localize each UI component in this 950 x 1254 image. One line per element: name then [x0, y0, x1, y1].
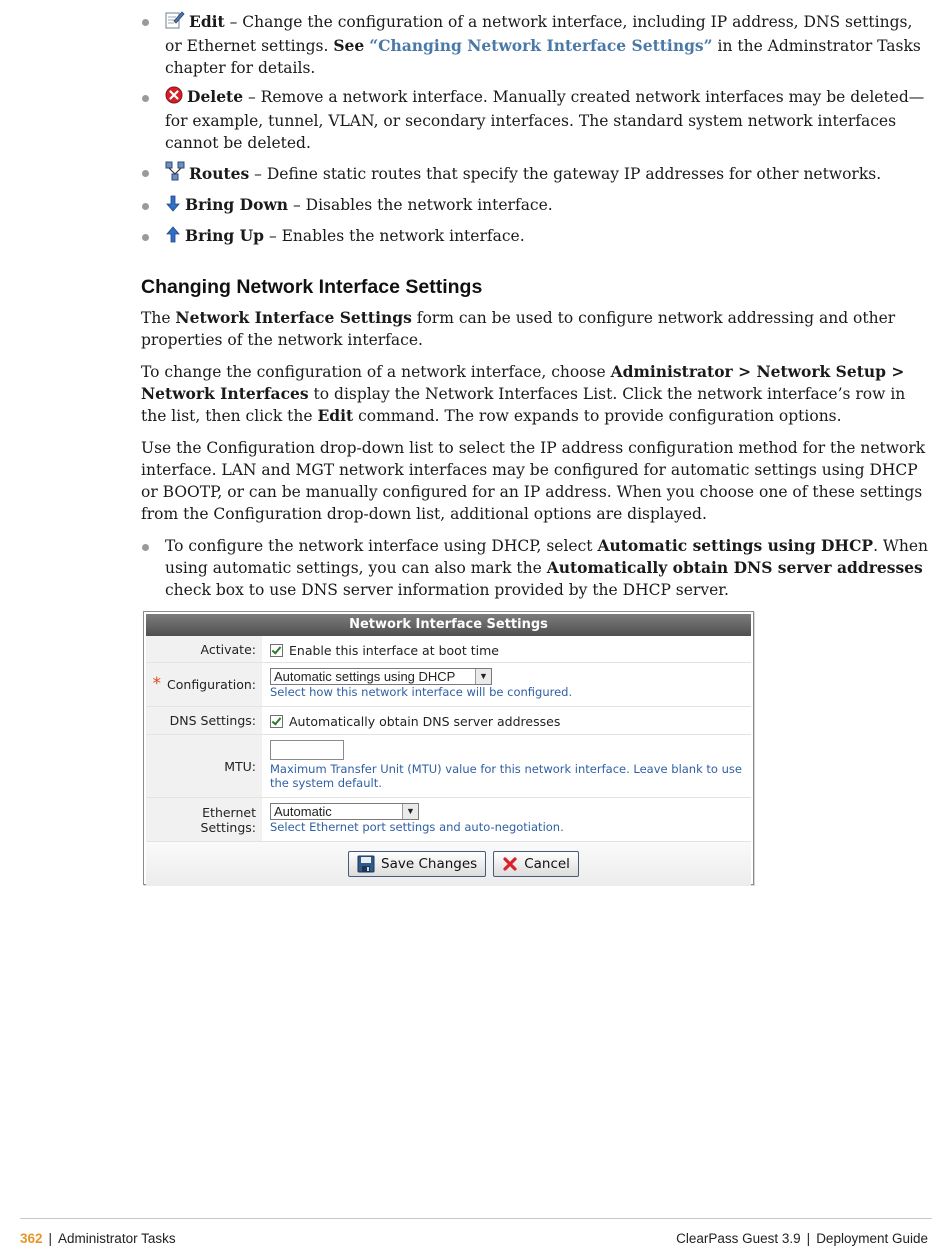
routes-icon — [165, 161, 185, 187]
paragraph-1 — [141, 307, 931, 351]
delete-text: – Remove a network interface. Manually created network interfaces may be deleted—for example, tunnel, VLAN, or secondary interfaces. The standard system network interfaces cannot be deleted. — [165, 88, 925, 152]
arrow-up-icon — [165, 226, 181, 249]
routes-text: – Define static routes that specify the gateway IP addresses for other networks. — [249, 165, 882, 183]
bullet-post: check box to use DNS server information provided by the DHCP server. — [165, 581, 729, 599]
p2-pre: To change the configuration of a network interface, choose — [141, 363, 611, 381]
bring-down-text: – Disables the network interface. — [288, 196, 553, 214]
mtu-label: MTU: — [146, 735, 262, 797]
xref-link[interactable]: “Changing Network Interface Settings” — [369, 36, 713, 55]
dns-checkbox[interactable] — [270, 715, 283, 728]
p1-pre: The — [141, 309, 176, 327]
chevron-down-icon: ▼ — [475, 669, 491, 684]
form-title: Network Interface Settings — [146, 614, 751, 636]
save-icon — [357, 855, 375, 873]
p2-edit: Edit — [317, 406, 354, 425]
activate-checkbox[interactable] — [270, 644, 283, 657]
button-bar — [146, 842, 751, 886]
ethernet-label-line2: Settings: — [200, 819, 256, 835]
mtu-input[interactable] — [270, 740, 344, 760]
list-item-routes — [141, 161, 931, 187]
arrow-down-icon — [165, 195, 181, 218]
paragraph-2 — [141, 361, 931, 427]
section-heading: Changing Network Interface Settings — [141, 276, 483, 298]
p1-post: form can be used to configure network addressing and other properties of the network interface. — [141, 309, 896, 349]
cancel-label: Cancel — [524, 855, 570, 872]
footer-left — [20, 1228, 176, 1250]
page-number: 362 — [20, 1231, 43, 1246]
list-item-bring-down — [141, 194, 931, 218]
configuration-select[interactable] — [270, 668, 492, 685]
p2-menu-path: Administrator > Network Setup > Network Interfaces — [141, 362, 905, 403]
mtu-value — [262, 735, 751, 797]
p1-bold: Network Interface Settings — [175, 308, 412, 327]
bring-up-label: Bring Up — [185, 226, 265, 245]
ethernet-selected: Automatic — [274, 804, 332, 819]
paragraph-3: Use the Configuration drop-down list to select the IP address configuration method for the network interface. LAN and MGT network interfaces may be configured for automatic settings using DHCP or BOOTP, or can be manually configured for an IP address. When you choose one of these settings from the Configuration drop-down list, additional options are displayed. — [141, 439, 926, 523]
bring-down-label: Bring Down — [185, 195, 289, 214]
bullet-pre: To configure the network interface using DHCP, select — [165, 537, 598, 555]
footer-left-separator: | — [48, 1231, 53, 1246]
configuration-selected: Automatic settings using DHCP — [274, 669, 456, 684]
routes-label: Routes — [189, 164, 250, 183]
ethernet-hint: Select Ethernet port settings and auto-negotiation. — [270, 820, 564, 834]
ethernet-label-line1: Ethernet — [202, 804, 256, 820]
activate-checkbox-label: Enable this interface at boot time — [289, 642, 499, 658]
dhcp-bullet-list — [141, 535, 931, 601]
list-item-edit — [141, 10, 931, 79]
ethernet-label-cell — [146, 798, 262, 841]
configuration-row — [146, 663, 751, 707]
delete-icon — [165, 86, 183, 110]
close-icon — [502, 856, 518, 872]
cancel-button[interactable] — [493, 851, 579, 877]
edit-text: – Change the configuration of a network interface, including IP address, DNS settings, or Ethernet settings. — [165, 13, 913, 55]
list-item-delete — [141, 86, 931, 154]
ethernet-select[interactable] — [270, 803, 419, 820]
list-item-dhcp — [141, 535, 931, 601]
dns-label: DNS Settings: — [146, 707, 262, 734]
configuration-hint: Select how this network interface will be configured. — [270, 685, 573, 699]
bullet-mid: . When using automatic settings, you can also mark the — [165, 537, 928, 577]
bullet-bold-2: Automatically obtain DNS server addresses — [546, 558, 923, 577]
command-list — [141, 10, 931, 249]
activate-label: Activate: — [146, 636, 262, 662]
page-footer — [20, 1228, 928, 1250]
delete-label: Delete — [187, 87, 244, 106]
ethernet-row — [146, 798, 751, 842]
p2-post: command. The row expands to provide configuration options. — [353, 407, 842, 425]
save-changes-button[interactable] — [348, 851, 486, 877]
activate-value — [262, 636, 751, 662]
footer-divider — [20, 1218, 932, 1219]
edit-text-after: in the Adminstrator Tasks chapter for details. — [165, 37, 921, 77]
page-content — [141, 10, 931, 601]
p2-mid: to display the Network Interfaces List. Click the network interface’s row in the list, then click the — [141, 385, 906, 425]
footer-right — [676, 1228, 928, 1250]
chevron-down-icon: ▼ — [402, 804, 418, 819]
ethernet-value — [262, 798, 751, 841]
see-label: See — [333, 36, 365, 55]
save-changes-label: Save Changes — [381, 855, 478, 872]
dns-row — [146, 707, 751, 735]
footer-right-separator: | — [806, 1231, 811, 1246]
dns-checkbox-label: Automatically obtain DNS server addresses — [289, 713, 561, 729]
mtu-hint: Maximum Transfer Unit (MTU) value for this network interface. Leave blank to use the system default. — [270, 762, 742, 790]
product-name: ClearPass Guest 3.9 — [676, 1231, 801, 1246]
bullet-bold-1: Automatic settings using DHCP — [597, 536, 874, 555]
document-name: Deployment Guide — [816, 1231, 928, 1246]
mtu-row — [146, 735, 751, 798]
list-item-bring-up — [141, 225, 931, 249]
bring-up-text: – Enables the network interface. — [264, 227, 525, 245]
configuration-label-cell — [146, 663, 262, 706]
network-interface-settings-form — [143, 611, 754, 885]
activate-row — [146, 636, 751, 663]
edit-label: Edit — [189, 12, 225, 31]
required-mark: * — [152, 674, 162, 694]
edit-icon — [165, 10, 185, 35]
chapter-name: Administrator Tasks — [58, 1231, 176, 1246]
configuration-label: Configuration: — [167, 677, 256, 692]
dns-value — [262, 707, 751, 734]
configuration-value — [262, 663, 751, 706]
